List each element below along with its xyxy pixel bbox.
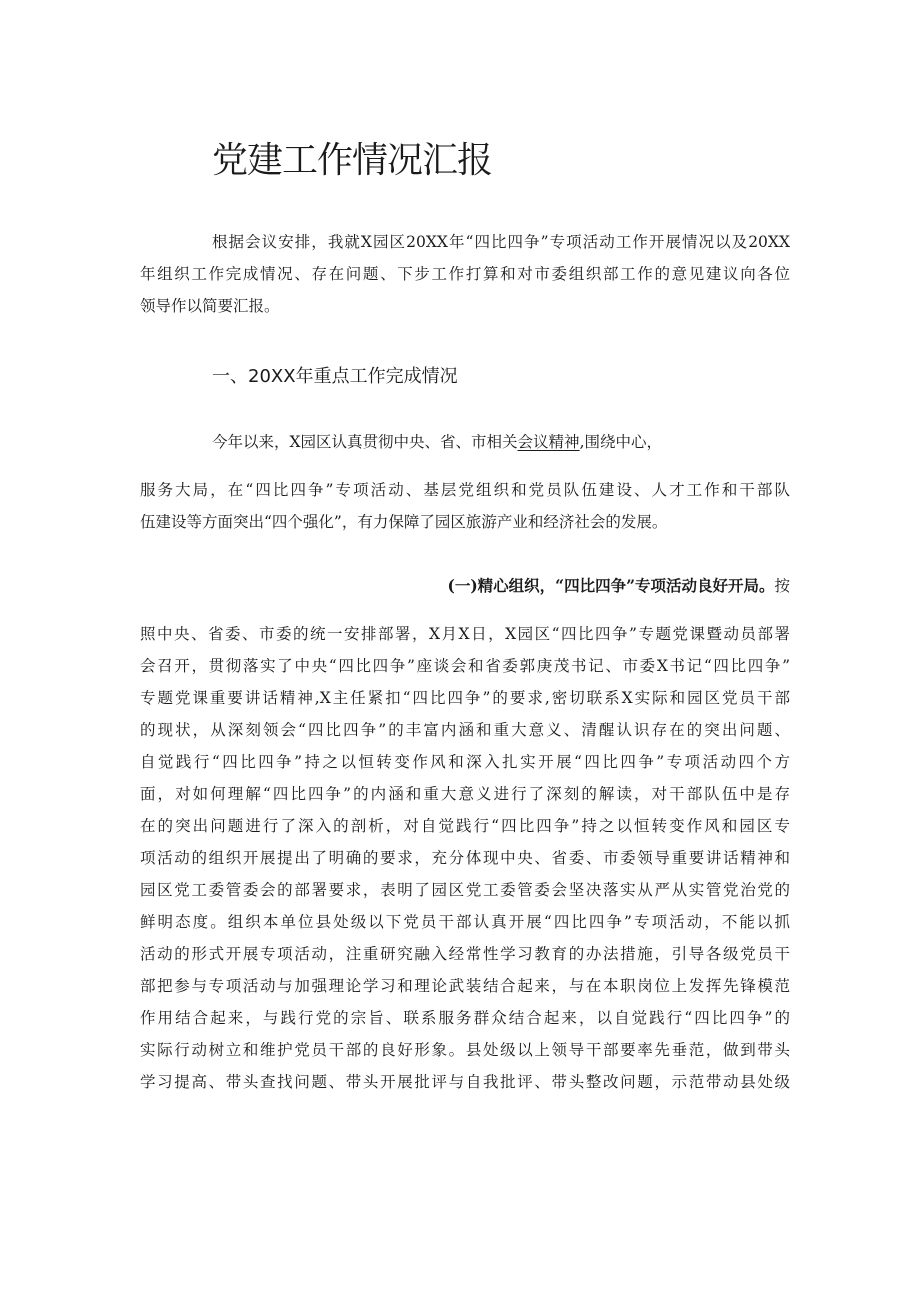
intro-paragraph [140, 226, 790, 322]
body-line: 会召开，贯彻落实了中央“四比四争”座谈会和省委郭庚茂书记、市委X书记“四比四争” [140, 657, 790, 675]
subsection-paragraph [140, 618, 790, 1098]
intro-line: 年组织工作完成情况、存在问题、下步工作打算和对市委组织部工作的意见建议向各位 [140, 265, 790, 283]
body-line: 照中央、省委、市委的统一安排部署，X月X日，X园区“四比四争”专题党课暨动员部署 [140, 625, 790, 643]
body-line: 实际行动树立和维护党员干部的良好形象。县处级以上领导干部要率先垂范，做到带头 [140, 1041, 790, 1059]
subsection-heading-tail: 按 [774, 577, 790, 595]
intro-line: 根据会议安排，我就X园区20XX年“四比四争”专项活动工作开展情况以及20XX [212, 233, 790, 251]
body-line: 项活动的组织开展提出了明确的要求，充分体现中央、省委、市委领导重要讲话精神和 [140, 849, 790, 867]
body-line: 作用结合起来，与践行党的宗旨、联系服务群众结合起来，以自觉践行“四比四争”的 [140, 1009, 790, 1027]
body-line: 活动的形式开展专项活动，注重研究融入经常性学习教育的办法措施，引导各级党员干 [140, 945, 790, 963]
subsection-heading: (一)精心组织，“四比四争”专项活动良好开局。 [447, 576, 775, 595]
section-line: 服务大局，在“四比四争”专项活动、基层党组织和党员队伍建设、人才工作和干部队 [140, 481, 790, 499]
document-title: 党建工作情况汇报 [212, 140, 493, 181]
section-heading: 一、20XX年重点工作完成情况 [212, 366, 458, 387]
body-line: 专题党课重要讲话精神,X主任紧扣“四比四争”的要求,密切联系X实际和园区党员干部 [140, 689, 790, 707]
body-line: 鲜明态度。组织本单位县处级以下党员干部认真开展“四比四争”专项活动，不能以抓 [140, 913, 790, 931]
body-line: 自觉践行“四比四争”持之以恒转变作风和深入扎实开展“四比四争”专项活动四个方 [140, 753, 790, 771]
lead-text-after: ,围绕中心， [579, 433, 662, 451]
body-line: 的现状，从深刻领会“四比四争”的丰富内涵和重大意义、清醒认识存在的突出问题、 [140, 721, 790, 739]
body-line: 园区党工委管委会的部署要求，表明了园区党工委管委会坚决落实从严从实管党治党的 [140, 881, 790, 899]
section-paragraph [140, 474, 790, 538]
body-line: 在的突出问题进行了深入的剖析，对自觉践行“四比四争”持之以恒转变作风和园区专 [140, 817, 790, 835]
lead-text-before: 今年以来，X园区认真贯彻中央、省、市相关 [212, 433, 518, 451]
body-line: 学习提高、带头查找问题、带头开展批评与自我批评、带头整改问题，示范带动县处级 [140, 1073, 790, 1091]
section-lead-line [212, 426, 662, 458]
body-line: 部把参与专项活动与加强理论学习和理论武装结合起来，与在本职岗位上发挥先锋模范 [140, 977, 790, 995]
lead-text-underlined: 会议精神 [517, 433, 580, 451]
subsection-heading-line [140, 570, 790, 602]
intro-line: 领导作以简要汇报。 [140, 297, 280, 315]
section-line: 伍建设等方面突出“四个强化”，有力保障了园区旅游产业和经济社会的发展。 [140, 513, 668, 531]
body-line: 面，对如何理解“四比四争”的内涵和重大意义进行了深刻的解读，对干部队伍中是存 [140, 785, 790, 803]
